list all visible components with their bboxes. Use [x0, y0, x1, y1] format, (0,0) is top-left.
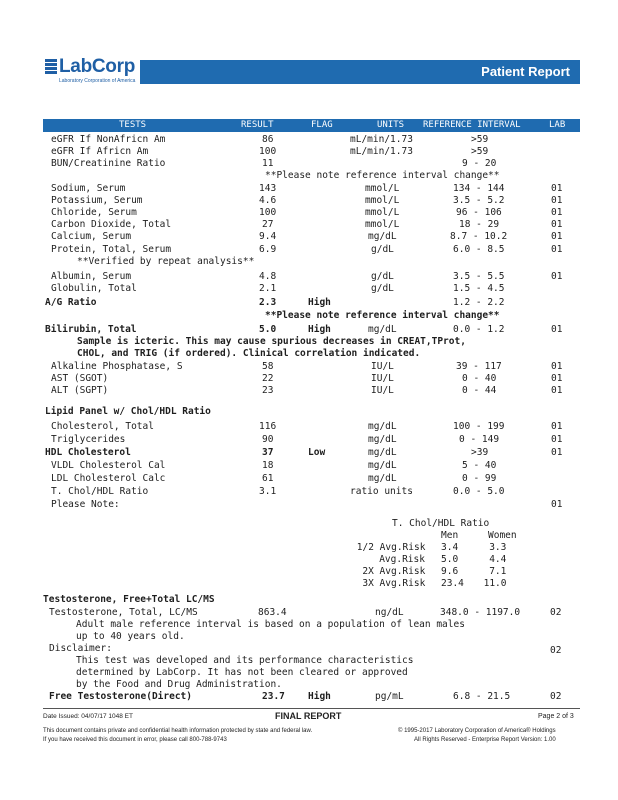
test-units: mmol/L [365, 195, 400, 206]
lab-code: 02 [550, 645, 562, 656]
lab-code: 02 [550, 691, 562, 702]
result-note: **Please note reference interval change** [265, 310, 500, 321]
risk-label: 1/2 Avg.Risk [356, 542, 426, 553]
test-name: Please Note: [51, 499, 120, 510]
test-result: 4.8 [259, 271, 277, 282]
test-units: mg/dL [368, 231, 397, 242]
test-units: mg/dL [368, 421, 397, 432]
risk-women-value: 4.4 [489, 554, 507, 565]
test-units: mL/min/1.73 [350, 146, 413, 157]
col-result: RESULT [241, 120, 274, 130]
result-flag: High [308, 324, 331, 335]
test-result: 27 [262, 219, 274, 230]
risk-women-value: 3.3 [489, 542, 507, 553]
test-name: A/G Ratio [45, 297, 97, 308]
test-units: mg/dL [368, 460, 397, 471]
test-result: 2.3 [259, 297, 277, 308]
disclaimer-text: determined by LabCorp. It has not been cleared or approved [76, 667, 408, 678]
report-title: Patient Report [481, 64, 570, 79]
lab-code: 01 [551, 373, 563, 384]
risk-women-value: 7.1 [489, 566, 507, 577]
reference-interval: 1.5 - 4.5 [453, 283, 505, 294]
column-header-bar [43, 119, 580, 132]
reference-interval: 134 - 144 [453, 183, 505, 194]
result-flag: High [308, 691, 331, 702]
page-number: Page 2 of 3 [538, 713, 574, 720]
test-units: ratio units [350, 486, 413, 497]
test-name: eGFR If Africn Am [51, 146, 149, 157]
col-reference-interval: REFERENCE INTERVAL [423, 120, 521, 130]
reference-interval: 100 - 199 [453, 421, 505, 432]
logo-name: LabCorp [59, 56, 136, 77]
disclaimer-label: Disclaimer: [49, 643, 112, 654]
reference-interval: 0 - 40 [462, 373, 497, 384]
final-report-label: FINAL REPORT [275, 711, 342, 721]
confidentiality-notice: If you have received this document in error, please call 800-788-9743 [43, 737, 227, 743]
test-result: 11 [262, 158, 274, 169]
test-result: 3.1 [259, 486, 277, 497]
result-note: up to 40 years old. [76, 631, 185, 642]
reference-interval: 3.5 - 5.2 [453, 195, 505, 206]
copyright-notice: All Rights Reserved - Enterprise Report Version: 1.00 [414, 737, 556, 743]
test-name: Free Testosterone(Direct) [49, 691, 192, 702]
lab-code: 02 [550, 607, 562, 618]
date-issued: Date Issued: 04/07/17 1048 ET [43, 713, 133, 720]
risk-header-women: Women [488, 530, 517, 541]
result-note: Sample is icteric. This may cause spurious decreases in CREAT,TProt, [77, 336, 466, 347]
risk-table-title: T. Chol/HDL Ratio [392, 518, 490, 529]
risk-label: Avg.Risk [379, 554, 425, 565]
test-result: 86 [262, 134, 274, 145]
result-flag: Low [308, 447, 326, 458]
report-banner [140, 60, 580, 84]
test-units: IU/L [371, 385, 394, 396]
test-units: pg/mL [375, 691, 404, 702]
test-result: 116 [259, 421, 277, 432]
lab-code: 01 [551, 361, 563, 372]
lab-code: 01 [551, 324, 563, 335]
section-heading: Lipid Panel w/ Chol/HDL Ratio [45, 406, 211, 417]
test-units: g/dL [371, 283, 394, 294]
test-name: HDL Cholesterol [45, 447, 131, 458]
reference-interval: 18 - 29 [459, 219, 500, 230]
section-heading: Testosterone, Free+Total LC/MS [43, 594, 215, 605]
test-name: Sodium, Serum [51, 183, 126, 194]
test-result: 37 [262, 447, 274, 458]
risk-header-men: Men [441, 530, 459, 541]
test-result: 22 [262, 373, 274, 384]
reference-interval: 5 - 40 [462, 460, 497, 471]
reference-interval: 96 - 106 [456, 207, 502, 218]
reference-interval: 39 - 117 [456, 361, 502, 372]
test-result: 6.9 [259, 244, 277, 255]
test-units: IU/L [371, 373, 394, 384]
test-units: mg/dL [368, 447, 397, 458]
reference-interval: 0.0 - 1.2 [453, 324, 505, 335]
test-name: LDL Cholesterol Calc [51, 473, 166, 484]
test-result: 61 [262, 473, 274, 484]
test-result: 100 [259, 146, 277, 157]
confidentiality-notice: This document contains private and confidential health information protected by state and federal law. [43, 728, 313, 734]
risk-label: 2X Avg.Risk [362, 566, 426, 577]
test-name: VLDL Cholesterol Cal [51, 460, 166, 471]
test-result: 90 [262, 434, 274, 445]
reference-interval: 0 - 44 [462, 385, 497, 396]
reference-interval: 3.5 - 5.5 [453, 271, 505, 282]
test-result: 100 [259, 207, 277, 218]
test-units: mg/dL [368, 473, 397, 484]
reference-interval: 6.0 - 8.5 [453, 244, 505, 255]
lab-code: 01 [551, 271, 563, 282]
lab-code: 01 [551, 385, 563, 396]
risk-men-value: 9.6 [441, 566, 459, 577]
logo-tagline: Laboratory Corporation of America [59, 78, 136, 84]
risk-men-value: 23.4 [441, 578, 464, 589]
test-name: Globulin, Total [51, 283, 137, 294]
test-units: mL/min/1.73 [350, 134, 413, 145]
reference-interval: 9 - 20 [462, 158, 497, 169]
lab-code: 01 [551, 183, 563, 194]
test-result: 5.0 [259, 324, 277, 335]
test-result: 18 [262, 460, 274, 471]
col-flag: FLAG [311, 120, 333, 130]
reference-interval: 0.0 - 5.0 [453, 486, 505, 497]
lab-code: 01 [551, 231, 563, 242]
lab-code: 01 [551, 421, 563, 432]
reference-interval: >59 [471, 146, 489, 157]
test-result: 58 [262, 361, 274, 372]
lab-code: 01 [551, 219, 563, 230]
test-name: BUN/Creatinine Ratio [51, 158, 166, 169]
result-note: CHOL, and TRIG (if ordered). Clinical correlation indicated. [77, 348, 421, 359]
test-name: Bilirubin, Total [45, 324, 137, 335]
lab-code: 01 [551, 244, 563, 255]
test-units: g/dL [371, 244, 394, 255]
footer-divider [43, 708, 580, 709]
risk-label: 3X Avg.Risk [362, 578, 426, 589]
reference-interval: 0 - 149 [459, 434, 500, 445]
reference-interval: 348.0 - 1197.0 [440, 607, 521, 618]
lab-code: 01 [551, 195, 563, 206]
reference-interval: 1.2 - 2.2 [453, 297, 505, 308]
test-name: Testosterone, Total, LC/MS [49, 607, 198, 618]
lab-code: 01 [551, 207, 563, 218]
test-units: mg/dL [368, 434, 397, 445]
test-name: AST (SGOT) [51, 373, 109, 384]
col-lab: LAB [549, 120, 566, 130]
test-name: T. Chol/HDL Ratio [51, 486, 149, 497]
lab-code: 01 [551, 499, 563, 510]
test-name: Chloride, Serum [51, 207, 137, 218]
lab-code: 01 [551, 447, 563, 458]
test-result: 23.7 [262, 691, 285, 702]
reference-interval: >39 [471, 447, 489, 458]
lab-code: 01 [551, 434, 563, 445]
test-units: ng/dL [375, 607, 404, 618]
col-tests: TESTS [119, 120, 147, 130]
result-note: **Please note reference interval change** [265, 170, 500, 181]
reference-interval: 8.7 - 10.2 [450, 231, 508, 242]
copyright-notice: © 1995-2017 Laboratory Corporation of America® Holdings [398, 728, 556, 734]
risk-men-value: 3.4 [441, 542, 459, 553]
test-name: Cholesterol, Total [51, 421, 154, 432]
risk-women-value: 11.0 [483, 578, 507, 589]
test-name: ALT (SGPT) [51, 385, 109, 396]
test-units: mg/dL [368, 324, 397, 335]
test-units: mmol/L [365, 207, 400, 218]
test-name: Triglycerides [51, 434, 126, 445]
result-note: **Verified by repeat analysis** [77, 256, 255, 267]
test-units: g/dL [371, 271, 394, 282]
result-flag: High [308, 297, 331, 308]
labcorp-logo-icon [45, 59, 57, 75]
test-units: IU/L [371, 361, 394, 372]
test-name: Albumin, Serum [51, 271, 132, 282]
test-name: Potassium, Serum [51, 195, 143, 206]
test-name: Alkaline Phosphatase, S [51, 361, 183, 372]
disclaimer-text: by the Food and Drug Administration. [76, 679, 282, 690]
test-name: Calcium, Serum [51, 231, 132, 242]
test-name: Protein, Total, Serum [51, 244, 172, 255]
reference-interval: 6.8 - 21.5 [453, 691, 511, 702]
test-units: mmol/L [365, 219, 400, 230]
test-units: mmol/L [365, 183, 400, 194]
col-units: UNITS [377, 120, 405, 130]
reference-interval: 0 - 99 [462, 473, 497, 484]
test-name: Carbon Dioxide, Total [51, 219, 172, 230]
test-result: 863.4 [258, 607, 287, 618]
reference-interval: >59 [471, 134, 489, 145]
test-result: 23 [262, 385, 274, 396]
risk-men-value: 5.0 [441, 554, 459, 565]
test-result: 4.6 [259, 195, 277, 206]
disclaimer-text: This test was developed and its performance characteristics [76, 655, 414, 666]
test-name: eGFR If NonAfricn Am [51, 134, 166, 145]
test-result: 143 [259, 183, 277, 194]
test-result: 2.1 [259, 283, 277, 294]
result-note: Adult male reference interval is based on a population of lean males [76, 619, 465, 630]
test-result: 9.4 [259, 231, 277, 242]
